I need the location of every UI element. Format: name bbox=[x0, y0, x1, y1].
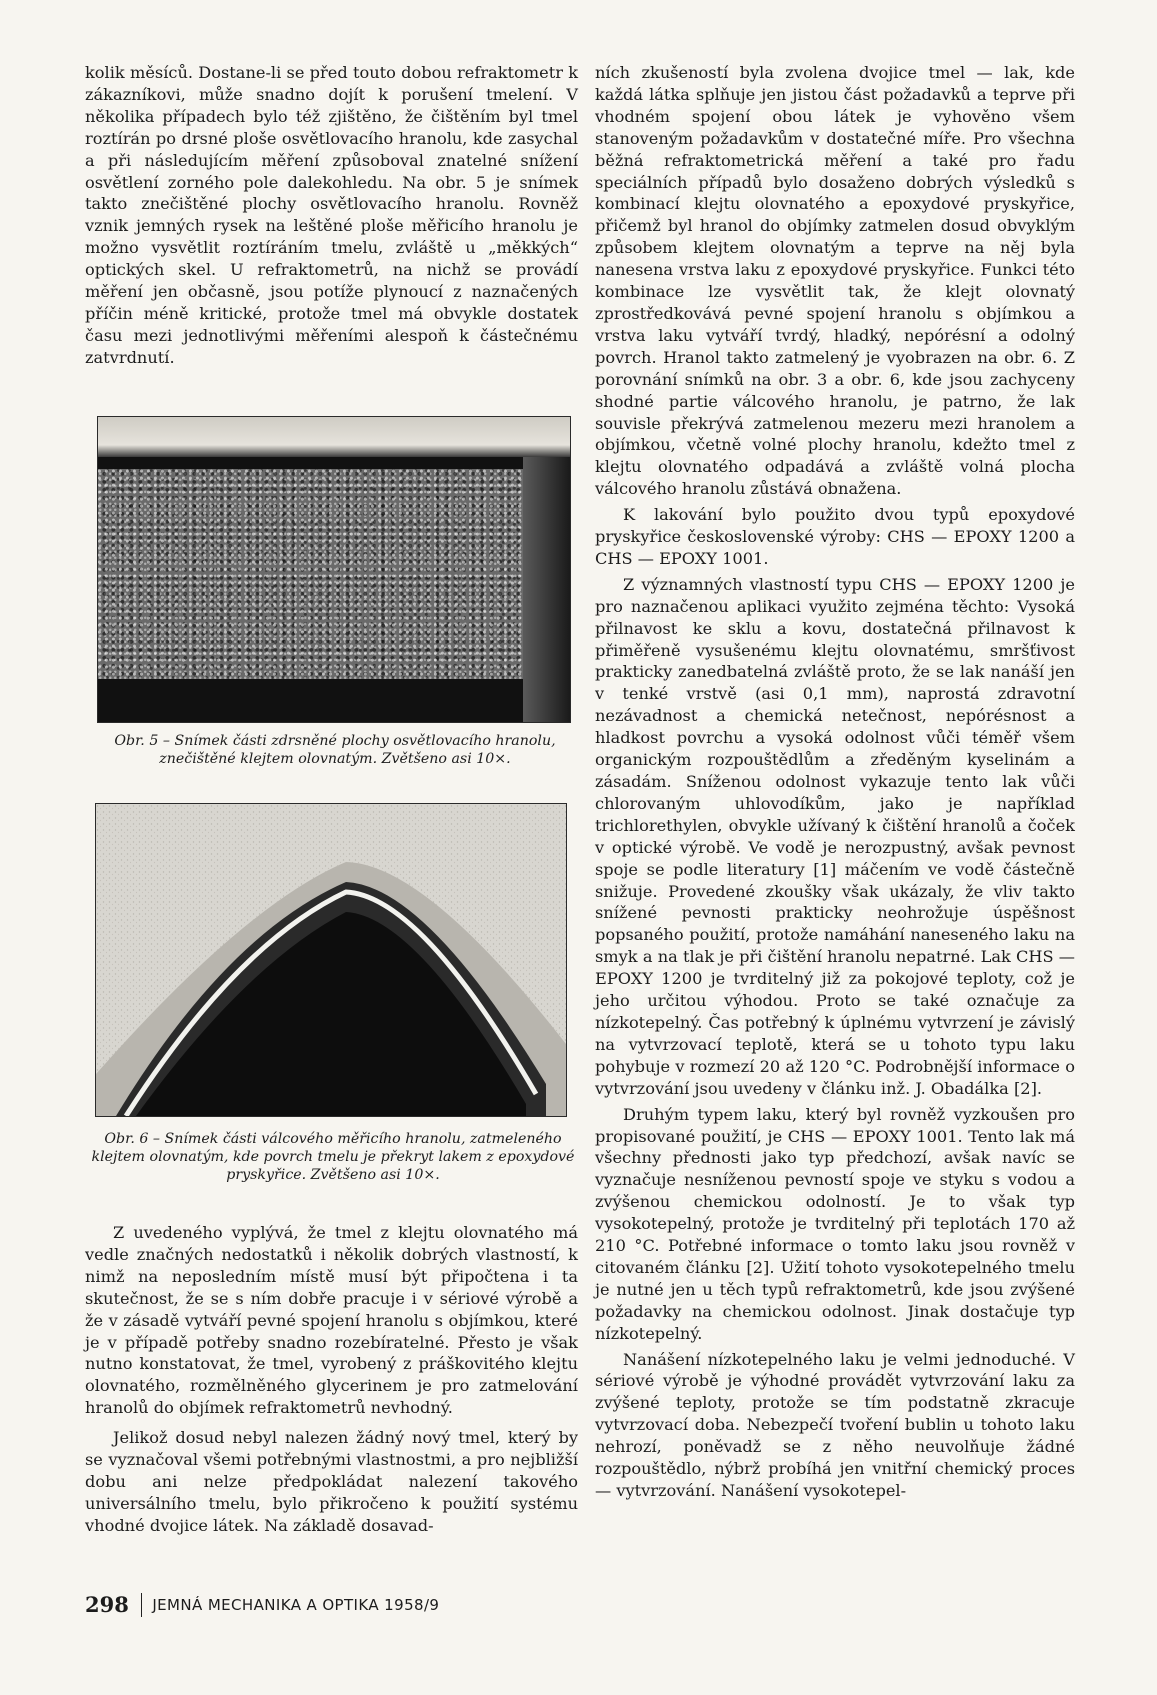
page-footer bbox=[85, 1592, 439, 1617]
paragraph: K lakování bylo použito dvou typů epoxydové pryskyřice československé výroby: CHS — EPOXY 1200 a CHS — EPOXY 1001. bbox=[595, 505, 1075, 568]
figure-5-caption: Obr. 5 – Snímek části zdrsněné plochy osvětlovacího hranolu, znečištěné klejtem olovnatým. Zvětšeno asi 10×. bbox=[114, 733, 556, 767]
figure-6-caption: Obr. 6 – Snímek části válcového měřicího hranolu, zatmeleného klejtem olovnatým, kde povrch tmelu je překryt lakem z epoxydové pryskyřice. Zvětšeno asi 10×. bbox=[91, 1131, 575, 1183]
paragraph: Jelikož dosud nebyl nalezen žádný nový tmel, který by se vyznačoval všemi potřebnými vlastnostmi, a pro nejbližší dobu ani nelze předpokládat nalezení takového universálního tmelu, bylo přikročeno k použití systému vhodné dvojice látek. Na základě dosavad- bbox=[85, 1428, 578, 1535]
paragraph: Z uvedeného vyplývá, že tmel z klejtu olovnatého má vedle značných nedostatků i několik dobrých vlastností, k nimž na neposledním místě musí být připočtena i ta skutečnost, že se s ním dobře pracuje i v sériové výrobě a že v zásadě vytváří pevné spojení hranolu s objímkou, které je v případě potřeby snadno rozebíratelné. Přesto je však nutno konstatovat, že tmel, vyrobený z práškovitého klejtu olovnatého, rozmělněného glycerinem je pro zatmelování hranolů do objímek refraktometrů nevhodný. bbox=[85, 1223, 578, 1418]
figure-5-photo bbox=[97, 416, 571, 723]
left-column-top bbox=[85, 62, 578, 369]
left-column-bottom bbox=[85, 1222, 578, 1537]
right-column bbox=[595, 62, 1075, 1502]
journal-title: JEMNÁ MECHANIKA A OPTIKA 1958/9 bbox=[152, 1595, 440, 1614]
figure-6-photo bbox=[95, 803, 567, 1117]
paragraph: Z významných vlastností typu CHS — EPOXY 1200 je pro naznačenou aplikaci využito zejména těchto: Vysoká přilnavost ke sklu a kovu, dostatečná přilnavost k přiměřeně vysušenému klejtu olovnatému, smršťivost prakticky zanedbatelná zvláště proto, že se lak nanáší jen v tenké vrstvě (asi 0,1 mm), naprostá zdravotní nezávadnost a chemická netečnost, nepórésnost a hladkost povrchu a vysoká odolnost vůči téměř všem organickým rozpouštědlům a zředěným kyselinám a zásadám. Sníženou odolnost vykazuje tento lak vůči chlorovaným uhlovodíkům, jako je například trichlorethylen, obvykle užívaný k čištění hranolů a čoček v optické výrobě. Ve vodě je nerozpustný, avšak pevnost spoje se podle literatury [1] máčením ve vodě částečně snižuje. Provedené zkoušky však ukázaly, že vliv takto snížené pevnosti prakticky neohrožuje úspěšnost popsaného použití, protože namáhání naneseného laku na smyk a na tlak je při čištění hranolu nepatrné. Lak CHS — EPOXY 1200 je tvrditelný již za pokojové teploty, což je jeho určitou výhodou. Proto se také označuje za nízkotepelný. Čas potřebný k úplnému vytvrzení je závislý na vytvrzovací teplotě, která se u tohoto typu laku pohybuje v rozmezí 20 až 120 °C. Podrobnější informace o vytvrzování jsou uvedeny v článku inž. J. Obadálka [2]. bbox=[595, 574, 1075, 1098]
paragraph: kolik měsíců. Dostane-li se před touto dobou refraktometr k zákazníkovi, může snadno dojít k porušení tmelení. V několika případech bylo též zjištěno, že čištěním byl tmel roztírán po drsné ploše osvětlovacího hranolu, kde zasychal a při následujícím měření způsoboval znatelné snížení osvětlení zorného pole dalekohledu. Na obr. 5 je snímek takto znečištěné plochy osvětlovacího hranolu. Rovněž vznik jemných rysek na leštěné ploše měřicího hranolu je možno vysvětlit roztíráním tmelu, zvláště u „měkkých“ optických skel. U refraktometrů, na nichž se provádí měření jen občasně, jsou potíže plynoucí z naznačených příčin méně kritické, protože tmel má obvykle dostatek času mezi jednotlivými měřeními alespoň k částečnému zatvrdnutí. bbox=[85, 63, 578, 367]
paragraph: ních zkušeností byla zvolena dvojice tmel — lak, kde každá látka splňuje jen jistou část požadavků a teprve při vhodném spojení obou látek je vyhověno všem stanoveným požadavkům v dostatečné míře. Pro všechna běžná refraktometrická měření a také pro řadu speciálních případů bylo dosaženo dobrých výsledků s kombinací klejtu olovnatého a epoxydové pryskyřice, přičemž byl hranol do objímky zatmelen dosud obvyklým způsobem klejtem olovnatým a teprve na něj byla nanesena vrstva laku z epoxydové pryskyřice. Funkci této kombinace lze vysvětlit tak, že klejt olovnatý zprostředkovává pevné spojení hranolu s objímkou a vrstva laku vytváří tvrdý, hladký, nepórésní a odolný povrch. Hranol takto zatmelený je vyobrazen na obr. 6. Z porovnání snímků na obr. 3 a obr. 6, kde jsou zachyceny shodné partie válcového hranolu, je patrno, že lak souvisle překrývá zatmelenou mezeru mezi hranolem a objímkou, včetně volné plochy hranolu, kdežto tmel z klejtu olovnatého odpadává a zvláště volná plocha válcového hranolu zůstává obnažena. bbox=[595, 63, 1075, 499]
paragraph: Nanášení nízkotepelného laku je velmi jednoduché. V sériové výrobě je výhodné provádět vytvrzování laku za zvýšené teploty, protože se tím podstatně zkracuje vytvrzovací doba. Nebezpečí tvoření bublin u tohoto laku nehrozí, poněvadž se z něho neuvolňuje žádné rozpouštědlo, nýbrž probíhá jen vnitřní chemický proces — vytvrzování. Nanášení vysokotepel- bbox=[595, 1349, 1075, 1500]
page-number: 298 bbox=[85, 1592, 129, 1617]
paragraph: Druhým typem laku, který byl rovněž vyzkoušen pro propisované použití, je CHS — EPOXY 1001. Tento lak má všechny přednosti jako typ předchozí, avšak navíc se vyznačuje nesníženou pevností spoje ve styku s vodou a zvýšenou chemickou odolností. Je to však typ vysokotepelný, protože je tvrditelný při teplotách 170 až 210 °C. Potřebné informace o tomto laku jsou rovněž v citovaném článku [2]. Užití tohoto vysokotepelného tmelu je nutné jen u těch typů refraktometrů, kde jsou zvýšené požadavky na chemickou odolnost. Jinak dostačuje typ nízkotepelný. bbox=[595, 1104, 1075, 1343]
footer-divider bbox=[141, 1593, 143, 1617]
figure-6 bbox=[95, 803, 565, 1115]
figure-5 bbox=[97, 416, 569, 721]
